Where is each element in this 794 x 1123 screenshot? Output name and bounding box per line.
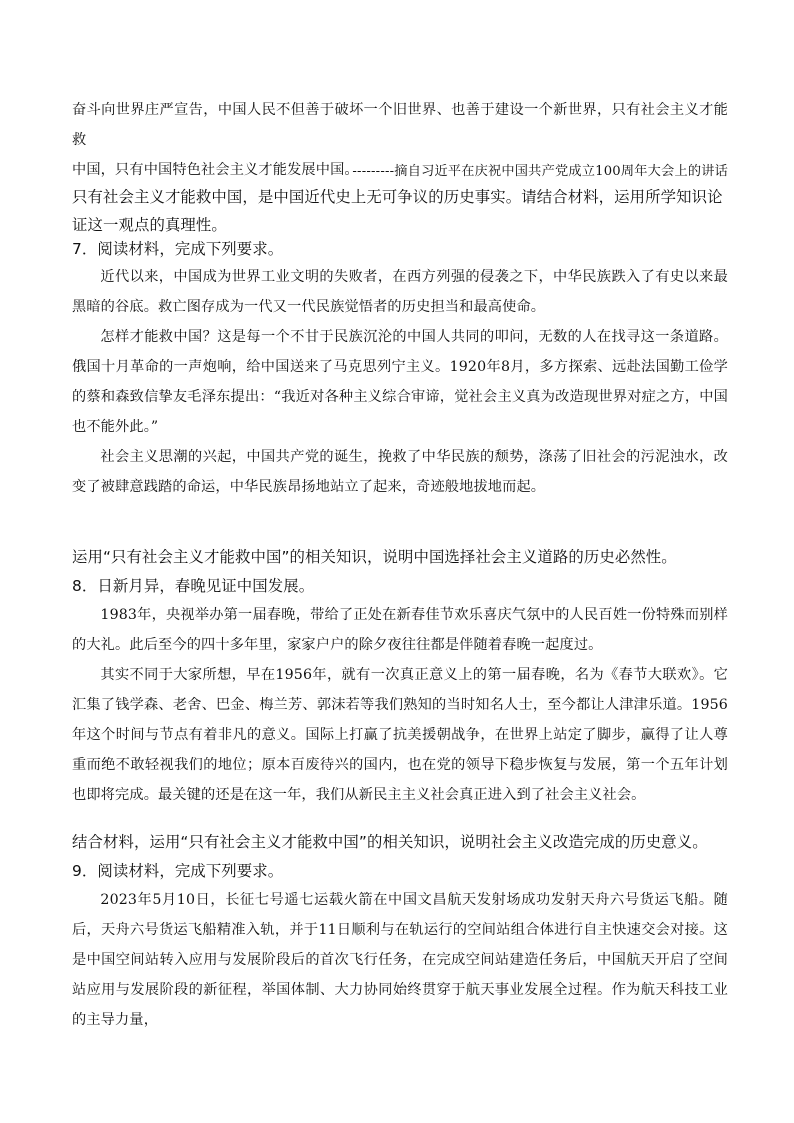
q7-paragraph-1: 近代以来，中国成为世界工业文明的失败者，在西方列强的侵袭之下，中华民族跌入了有史以来最黑暗的谷底。救亡图存成为一代又一代民族觉悟者的历史担当和最高使命。 <box>72 269 728 315</box>
q6-question <box>72 183 728 239</box>
q9-material <box>72 885 728 1035</box>
q6-source <box>72 161 728 183</box>
q7-question <box>72 543 728 571</box>
q6-material-line-2: 中国，只有中国特色社会主义才能发展中国。 <box>72 162 359 178</box>
q6-material-line-1: 奋斗向世界庄严宣告，中国人民不但善于破坏一个旧世界、也善于建设一个新世界，只有社会主义才能救 <box>72 102 728 148</box>
q8-heading-text: 8．日新月异，春晚见证中国发展。 <box>72 577 315 595</box>
q9-paragraph-1: 2023年5月10日，长征七号遥七运载火箭在中国文昌航天发射场成功发射天舟六号货运飞船。随后，天舟六号货运飞船精准入轨，并于11日顺利与在轨运行的空间站组合体进行自主快速交会对接。这是中国空间站转入应用与发展阶段后的首次飞行任务，在完成空间站建造任务后，中国航天开启了空间站应用与发展阶段的新征程，举国体制、大力协同始终贯穿于航天事业发展全过程。作为航天科技工业的主导力量， <box>72 892 728 1028</box>
q9-heading-text: 9．阅读材料，完成下列要求。 <box>72 862 284 880</box>
q8-question <box>72 828 728 856</box>
q9-heading <box>72 857 728 885</box>
q7-paragraph-2: 怎样才能救中国？这是每一个不甘于民族沉沦的中国人共同的叩问，无数的人在找寻这一条道路。俄国十月革命的一声炮响，给中国送来了马克思列宁主义。1920年8月，多方探索、远赴法国勤工俭学的蔡和森致信挚友毛泽东提出：“我近对各种主义综合审谛，觉社会主义真为改造现世界对症之方，中国也不能外此。” <box>72 329 728 435</box>
q8-paragraph-2: 其实不同于大家所想，早在1956年，就有一次真正意义上的第一届春晚，名为《春节大联欢》。它汇集了钱学森、老舍、巴金、梅兰芳、郭沫若等我们熟知的当时知名人士，至今都让人津津乐道。1956年这个时间与节点有着非凡的意义。国际上打赢了抗美援朝战争，在世界上站定了脚步，赢得了让人尊重而绝不敢轻视我们的地位；原本百废待兴的国内，也在党的领导下稳步恢复与发展，第一个五年计划也即将完成。最关键的还是在这一年，我们从新民主主义社会真正进入到了社会主义社会。 <box>72 667 728 803</box>
q8-paragraph-1: 1983年，央视举办第一届春晚，带给了正处在新春佳节欢乐喜庆气氛中的人民百姓一份特殊而别样的大礼。此后至今的四十多年里，家家户户的除夕夜往往都是伴随着春晚一起度过。 <box>72 607 728 653</box>
q7-heading <box>72 235 728 263</box>
q8-question-text: 结合材料，运用“只有社会主义才能救中国”的相关知识，说明社会主义改造完成的历史意义。 <box>72 833 708 851</box>
q7-material <box>72 262 728 502</box>
q6-question-text: 只有社会主义才能救中国，是中国近代史上无可争议的历史事实。请结合材料，运用所学知识论证这一观点的真理性。 <box>72 188 723 234</box>
q7-heading-text: 7．阅读材料，完成下列要求。 <box>72 240 284 258</box>
q8-material <box>72 600 728 810</box>
q8-heading <box>72 572 728 600</box>
q6-source-text: ---------摘自习近平在庆祝中国共产党成立100周年大会上的讲话 <box>352 164 728 179</box>
q7-paragraph-3: 社会主义思潮的兴起，中国共产党的诞生，挽救了中华民族的颓势，涤荡了旧社会的污泥浊水，改变了被肆意践踏的命运，中华民族昂扬地站立了起来，奇迹般地拔地而起。 <box>72 449 728 495</box>
q7-question-text: 运用“只有社会主义才能救中国”的相关知识，说明中国选择社会主义道路的历史必然性。 <box>72 548 677 566</box>
